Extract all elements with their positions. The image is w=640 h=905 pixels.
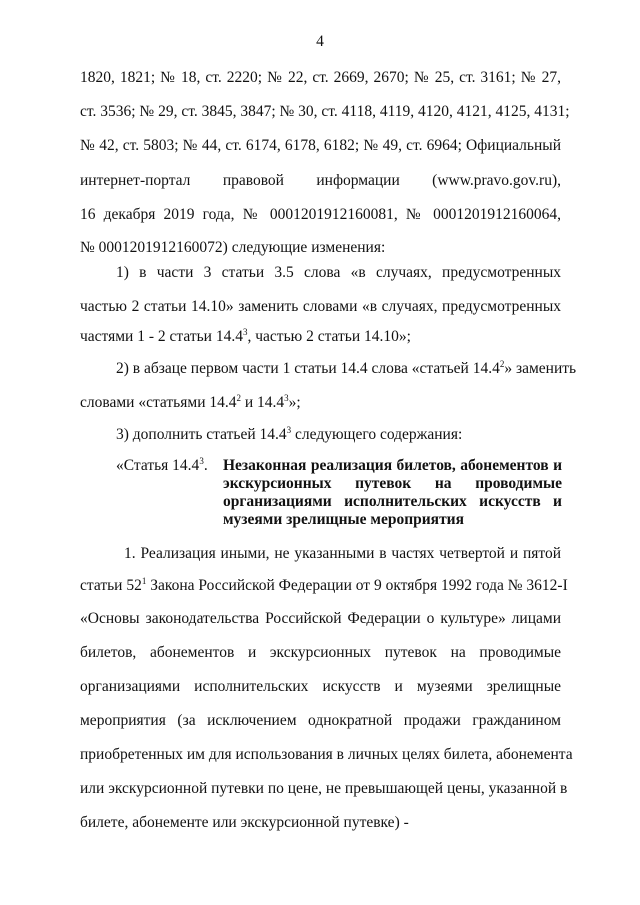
item3-line: 3) дополнить статьей 14.4$^3$ следующего содержания: — [116, 425, 463, 443]
part1-line-4: билетов, абонементов и экскурсионных путевок на проводимые — [80, 644, 561, 661]
intro-line-6: № 0001201912160072) следующие изменения: — [80, 239, 386, 256]
article-title-line-1: Незаконная реализация билетов, абонементов и — [223, 457, 562, 474]
intro-line-2: ст. 3536; № 29, ст. 3845, 3847; № 30, ст. 4118, 4119, 4120, 4121, 4125, 4131; — [80, 103, 570, 120]
intro-line-4: интернет-портал правовой информации (www.pravo.gov.ru), — [80, 172, 561, 189]
item1-line-2: частью 2 статьи 14.10» заменить словами «в случаях, предусмотренных — [80, 298, 561, 315]
article-title-line-3: организациями исполнительских искусств и — [223, 493, 562, 510]
part1-line-5: организациями исполнительских искусств и музеями зрелищные — [80, 678, 561, 695]
article-title-line-4: музеями зрелищные мероприятия — [223, 511, 464, 528]
article-title-line-2: экскурсионных путевок на проводимые — [223, 475, 562, 492]
intro-line-3: № 42, ст. 5803; № 44, ст. 6174, 6178, 6182; № 49, ст. 6964; Официальный — [80, 137, 561, 154]
article-label: «Статья 14.4$^3$. — [116, 456, 208, 474]
part1-line-9: билете, абонементе или экскурсионной путевке) - — [80, 814, 409, 831]
item1-line-1: 1) в части 3 статьи 3.5 слова «в случаях, предусмотренных — [116, 264, 561, 281]
part1-line-1: 1. Реализация иными, не указанными в частях четвертой и пятой — [124, 545, 561, 562]
intro-line-1: 1820, 1821; № 18, ст. 2220; № 22, ст. 2669, 2670; № 25, ст. 3161; № 27, — [80, 69, 561, 86]
article-title — [223, 457, 562, 529]
part1-line-7: приобретенных им для использования в личных целях билета, абонемента — [80, 746, 573, 763]
item2-line-1: 2) в абзаце первом части 1 статьи 14.4 слова «статьей 14.4$^2$» заменить — [116, 359, 577, 377]
intro-line-5: 16 декабря 2019 года, № 0001201912160081, № 0001201912160064, — [80, 206, 561, 223]
page-number: 4 — [316, 33, 324, 50]
part1-line-3: «Основы законодательства Российской Федерации о культуре» лицами — [80, 610, 561, 627]
part1-line-6: мероприятия (за исключением однократной продажи гражданином — [80, 712, 561, 729]
item1-line-3: частями 1 - 2 статьи 14.4$^3$, частью 2 статьи 14.10»; — [80, 327, 411, 345]
part1-line-2: статьи $52^1$ Закона Российской Федерации от 9 октября 1992 года № 3612-I — [80, 576, 568, 594]
item2-line-2: словами «статьями 14.4$^2$ и 14.4$^3$»; — [80, 393, 301, 411]
part1-line-8: или экскурсионной путевки по цене, не превышающей цены, указанной в — [80, 780, 568, 797]
